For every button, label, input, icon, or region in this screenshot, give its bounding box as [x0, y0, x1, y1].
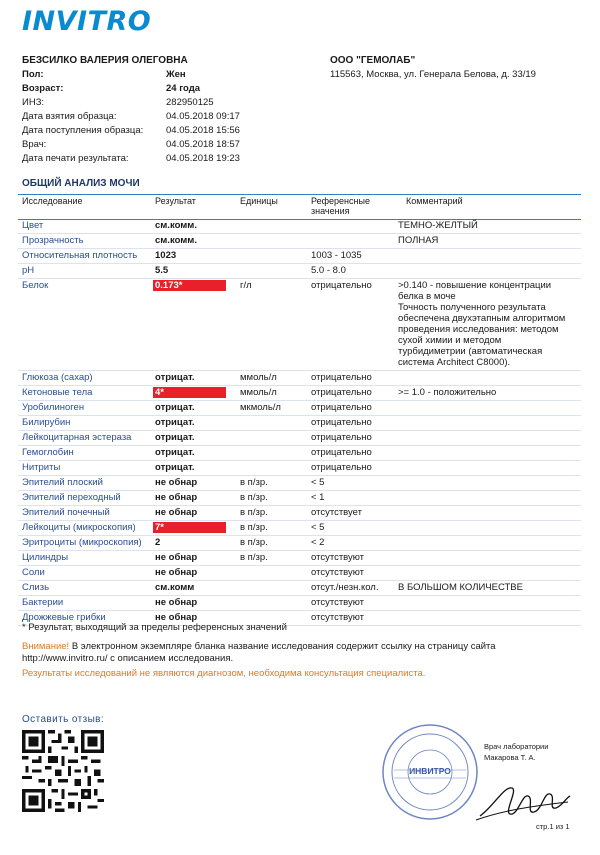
- doctor-name: Макарова Т. А.: [484, 753, 536, 762]
- patient-field-sex: [22, 69, 322, 83]
- reference-range: отрицательно: [311, 280, 372, 291]
- not-diagnosis-text: Результаты исследований не являются диагнозом, необходима консультация специалиста.: [22, 668, 426, 679]
- result-value: не обнар: [155, 477, 198, 488]
- test-name: Цвет: [22, 220, 44, 231]
- reference-range: отсутствуют: [311, 552, 365, 563]
- field-label: Дата печати результата:: [22, 153, 129, 164]
- field-value: 04.05.2018 18:57: [166, 139, 240, 150]
- field-value: 282950125: [166, 97, 214, 108]
- invitro-logo: INVITRO: [22, 6, 152, 37]
- field-value: 24 года: [166, 83, 201, 94]
- table-row: [18, 491, 581, 506]
- table-header: [18, 194, 581, 220]
- warning-body: В электронном экземпляре бланка название исследования содержит ссылку на страницу сайта http://www.invitro.ru/ с описанием исследования.: [22, 641, 496, 664]
- header-ref-line2: значения: [311, 206, 350, 216]
- table-row: [18, 219, 581, 234]
- doctor-title: Врач лаборатории: [484, 742, 549, 751]
- table-row: [18, 566, 581, 581]
- field-label: Врач:: [22, 139, 47, 150]
- patient-field-doctor: [22, 139, 322, 153]
- test-name: Слизь: [22, 582, 50, 593]
- comment: [398, 387, 578, 398]
- test-name: Эпителий переходный: [22, 492, 121, 503]
- result-value: не обнар: [155, 567, 198, 578]
- result-unit: мкмоль/л: [240, 402, 281, 413]
- patient-name: БЕЗСИЛКО ВАЛЕРИЯ ОЛЕГОВНА: [22, 55, 188, 66]
- field-value: 04.05.2018 19:23: [166, 153, 240, 164]
- result-value: не обнар: [155, 507, 198, 518]
- test-name: Глюкоза (сахар): [22, 372, 93, 383]
- comment-line: система Architect C8000).: [398, 357, 511, 368]
- comment-line: проведения исследования: методом: [398, 324, 559, 335]
- test-name: Кетоновые тела: [22, 387, 93, 398]
- comment-line: белка в моче: [398, 291, 456, 302]
- comment-line: ПОЛНАЯ: [398, 235, 439, 246]
- result-value: см.комм.: [155, 220, 197, 231]
- table-row: [18, 431, 581, 446]
- reference-range: отрицательно: [311, 387, 372, 398]
- reference-range: отсутствует: [311, 507, 362, 518]
- header-units: Единицы: [240, 196, 278, 206]
- patient-field-print-date: [22, 153, 322, 167]
- test-name: Эпителий почечный: [22, 507, 110, 518]
- reference-range: < 1: [311, 492, 325, 503]
- result-unit: г/л: [240, 280, 252, 291]
- result-unit: в п/зр.: [240, 552, 268, 563]
- test-name: Эпителий плоский: [22, 477, 103, 488]
- comment-line: обеспечена двухэтапным алгоритмом: [398, 313, 566, 324]
- header-comment: Комментарий: [406, 196, 463, 206]
- reference-range: отсутствуют: [311, 597, 365, 608]
- field-value: 04.05.2018 15:56: [166, 125, 240, 136]
- test-name: Соли: [22, 567, 45, 578]
- test-name: Относительная плотность: [22, 250, 138, 261]
- result-unit: в п/зр.: [240, 537, 268, 548]
- field-label: Возраст:: [22, 83, 64, 94]
- test-name: Лейкоцитарная эстераза: [22, 432, 132, 443]
- table-row: [18, 581, 581, 596]
- result-value: отрицат.: [155, 402, 195, 413]
- test-name: Белок: [22, 280, 49, 291]
- review-label: Оставить отзыв:: [22, 714, 105, 725]
- table-row: [18, 249, 581, 264]
- test-name: Лейкоциты (микроскопия): [22, 522, 136, 533]
- result-value: 2: [155, 537, 161, 548]
- result-unit: ммоль/л: [240, 387, 277, 398]
- result-unit: в п/зр.: [240, 492, 268, 503]
- comment: [398, 220, 578, 231]
- test-name: Прозрачность: [22, 235, 84, 246]
- comment-line: В БОЛЬШОМ КОЛИЧЕСТВЕ: [398, 582, 523, 593]
- comment: [398, 235, 578, 246]
- header-name: Исследование: [22, 196, 83, 206]
- section-title: ОБЩИЙ АНАЛИЗ МОЧИ: [22, 178, 140, 189]
- result-value-abnormal: 4*: [153, 387, 226, 398]
- qr-code[interactable]: [22, 730, 104, 812]
- test-name: Гемоглобин: [22, 447, 74, 458]
- reference-range: отрицательно: [311, 462, 372, 473]
- table-row: [18, 371, 581, 386]
- reference-range: отсут./незн.кол.: [311, 582, 379, 593]
- result-value: отрицат.: [155, 417, 195, 428]
- field-label: ИНЗ:: [22, 97, 45, 108]
- table-row: [18, 279, 581, 371]
- comment-line: ТЕМНО-ЖЕЛТЫЙ: [398, 220, 478, 231]
- warning-word: Внимание!: [22, 641, 70, 652]
- test-name: Нитриты: [22, 462, 61, 473]
- abnormal-note: * Результат, выходящий за пределы референсных значений: [22, 622, 287, 633]
- table-row: [18, 596, 581, 611]
- test-name: Уробилиноген: [22, 402, 85, 413]
- result-value: не обнар: [155, 597, 198, 608]
- test-name: Дрожжевые грибки: [22, 612, 106, 623]
- result-value: см.комм.: [155, 235, 197, 246]
- reference-range: 1003 - 1035: [311, 250, 362, 261]
- warning-text: [22, 641, 562, 665]
- reference-range: отсутствуют: [311, 567, 365, 578]
- table-row: [18, 234, 581, 249]
- lab-stamp: [380, 722, 480, 822]
- result-value-abnormal: 0.173*: [153, 280, 226, 291]
- patient-field-age: [22, 83, 322, 97]
- lab-name: ООО "ГЕМОЛАБ": [330, 55, 416, 66]
- table-row: [18, 461, 581, 476]
- page-number: стр.1 из 1: [536, 822, 570, 831]
- comment-line: турбидиметрии (автоматическая: [398, 346, 543, 357]
- result-value: 1023: [155, 250, 177, 261]
- result-value: см.комм: [155, 582, 195, 593]
- stamp-text: ИНВИТРО: [409, 766, 451, 776]
- patient-field-received-date: [22, 125, 322, 139]
- reference-range: 5.0 - 8.0: [311, 265, 346, 276]
- result-value: не обнар: [155, 552, 198, 563]
- table-row: [18, 476, 581, 491]
- comment-line: сухой химии и методом: [398, 335, 502, 346]
- reference-range: отрицательно: [311, 447, 372, 458]
- result-value: отрицат.: [155, 447, 195, 458]
- field-value: Жен: [166, 69, 186, 80]
- reference-range: < 2: [311, 537, 325, 548]
- lab-address: 115563, Москва, ул. Генерала Белова, д. 33/19: [330, 69, 536, 80]
- comment-line: Точность полученного результата: [398, 302, 546, 313]
- table-row: [18, 386, 581, 401]
- table-row: [18, 506, 581, 521]
- result-value: отрицат.: [155, 372, 195, 383]
- comment-line: >0.140 - повышение концентрации: [398, 280, 552, 291]
- result-unit: в п/зр.: [240, 522, 268, 533]
- reference-range: отрицательно: [311, 372, 372, 383]
- result-value: не обнар: [155, 612, 198, 623]
- comment-line: >= 1.0 - положительно: [398, 387, 497, 398]
- test-name: Эритроциты (микроскопия): [22, 537, 142, 548]
- reference-range: < 5: [311, 522, 325, 533]
- table-row: [18, 264, 581, 279]
- result-unit: в п/зр.: [240, 507, 268, 518]
- signature: [474, 776, 574, 826]
- result-unit: в п/зр.: [240, 477, 268, 488]
- field-label: Дата поступления образца:: [22, 125, 144, 136]
- comment: [398, 280, 578, 368]
- table-row: [18, 551, 581, 566]
- patient-field-sample-date: [22, 111, 322, 125]
- field-label: Пол:: [22, 69, 44, 80]
- test-name: Билирубин: [22, 417, 71, 428]
- patient-field-inz: [22, 97, 322, 111]
- reference-range: < 5: [311, 477, 325, 488]
- field-label: Дата взятия образца:: [22, 111, 117, 122]
- result-value: отрицат.: [155, 432, 195, 443]
- field-value: 04.05.2018 09:17: [166, 111, 240, 122]
- test-name: pH: [22, 265, 35, 276]
- header-ref-line1: Референсные: [311, 196, 370, 206]
- result-value: отрицат.: [155, 462, 195, 473]
- reference-range: отрицательно: [311, 417, 372, 428]
- table-row: [18, 401, 581, 416]
- result-unit: ммоль/л: [240, 372, 277, 383]
- reference-range: отрицательно: [311, 432, 372, 443]
- test-name: Бактерии: [22, 597, 64, 608]
- test-name: Цилиндры: [22, 552, 69, 563]
- table-row: [18, 521, 581, 536]
- header-result: Результат: [155, 196, 196, 206]
- header-ref: [311, 196, 370, 216]
- result-value-abnormal: 7*: [153, 522, 226, 533]
- result-value: 5.5: [155, 265, 169, 276]
- reference-range: отсутствуют: [311, 612, 365, 623]
- result-value: не обнар: [155, 492, 198, 503]
- comment: [398, 582, 578, 593]
- reference-range: отрицательно: [311, 402, 372, 413]
- table-row: [18, 536, 581, 551]
- table-row: [18, 446, 581, 461]
- table-row: [18, 416, 581, 431]
